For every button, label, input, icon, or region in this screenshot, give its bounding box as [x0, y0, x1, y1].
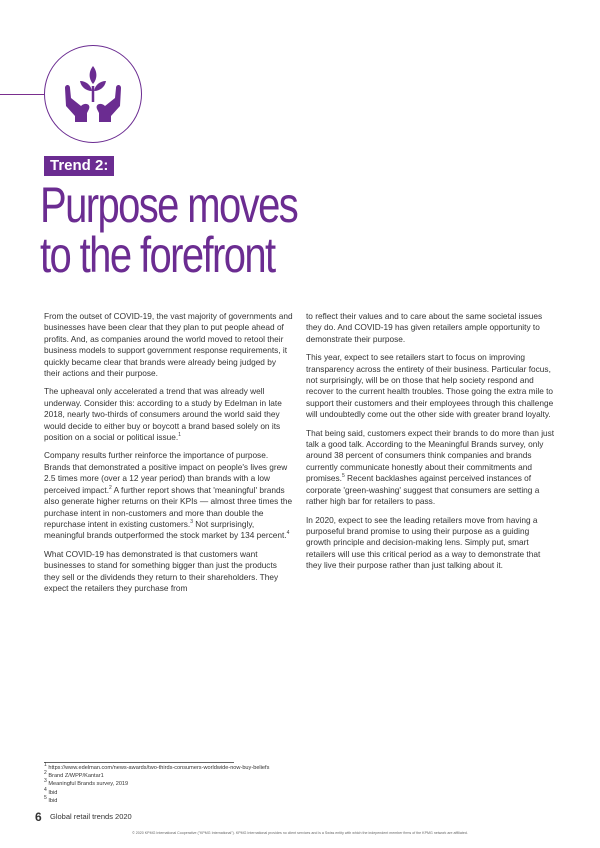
paragraph: From the outset of COVID-19, the vast majority of governments and businesses have been clear that they plan to put people ahead of profits. And, as companies around the world moved to retool their business models to support government response requirements, it quickly became clear that brands were already being judged by their actions and their purpose.	[44, 311, 293, 379]
paragraph: Company results further reinforce the importance of purpose. Brands that demonstrated a positive impact on people's lives grew 2.5 times more (over a 12 year period) than brands with a low perceived impact.$^2$ A further report shows that 'meaningful' brands also generate higher returns on their KPIs — almost three times the purchase intent in non-customers and more than double the repurchase intent in existing customers.$^3$ Not surprisingly, meaningful brands outperformed the stock market by 134 percent.$^4$	[44, 450, 293, 541]
page-number: 6	[35, 810, 42, 824]
right-column	[306, 311, 556, 579]
footnote-ref: 1	[178, 432, 181, 439]
paragraph: What COVID-19 has demonstrated is that customers want businesses to stand for something bigger than just the products they sell or the dividends they return to their shareholders. They expect the retailers they purchase from	[44, 548, 279, 593]
copyright-notice: © 2020 KPMG International Cooperative ("KPMG International"). KPMG International provides no client services and is a Swiss entity with which the independent member firms of the KPMG network are affiliated.	[132, 831, 468, 835]
footnote-ref: 2	[109, 484, 112, 491]
title-line-2: to the forefront	[40, 227, 275, 283]
footnote-link[interactable]: https://www.edelman.com/news-awards/two-thirds-consumers-worldwide-now-buy-beliefs	[48, 765, 270, 771]
footnote-ref: 4	[286, 530, 290, 537]
footnote-ref: 3	[190, 519, 193, 526]
paragraph: In 2020, expect to see the leading retailers move from having a purposeful brand promise to using their purpose as a guiding growth principle and decision-making lens. Simply put, smart retailers will use this critical period as a way to demonstrate that they live their purpose rather than just talking about it.	[306, 514, 541, 571]
footnote-ref: 5	[341, 473, 345, 480]
page-title	[40, 177, 298, 283]
footnote: $^4$ Ibid	[44, 786, 58, 796]
left-column	[44, 311, 294, 601]
footnote: $^2$ Brand Z/WPP/Kantar1	[44, 770, 104, 780]
header-rule	[0, 94, 44, 95]
footnote: $^3$ Meaningful Brands survey, 2019	[44, 778, 129, 788]
document-title: Global retail trends 2020	[50, 812, 132, 821]
trend-icon-circle	[44, 45, 142, 143]
paragraph: That being said, customers expect their brands to do more than just talk a good talk. According to the Meaningful Brands survey, only around 38 percent of consumers think companies and brands currently communicate honestly about their commitments and promises.$^5$ Recent backlashes against perceived instances of corporate 'green-washing' suggest that consumers are setting a rather high bar for retailers to pass.	[306, 427, 555, 507]
footnote-rule	[44, 762, 234, 763]
paragraph: This year, expect to see retailers start to focus on improving transparency across the entirety of their business. Particular focus, not surprisingly, will be on those that help society respond and recover to the current health troubles. Those going the extra mile to support their customers and their employees through this challenge will undoubtedly come out the other side with greater brand loyalty.	[306, 352, 554, 420]
footnote: $^1$ https://www.edelman.com/news-awards/two-thirds-consumers-worldwide-now-buy-beliefs	[44, 762, 270, 771]
hands-plant-icon	[45, 46, 141, 142]
footnotes	[44, 764, 269, 805]
trend-label: Trend 2:	[44, 156, 114, 176]
title-line-1: Purpose moves	[40, 177, 298, 233]
paragraph: to reflect their values and to care about the same societal issues they do. And COVID-19 has given retailers ample opportunity to demonstrate their purpose.	[306, 311, 543, 344]
footnote: $^5$ Ibid	[44, 794, 58, 804]
paragraph: The upheaval only accelerated a trend that was already well underway. Consider this: according to a study by Edelman in late 2018, nearly two-thirds of consumers around the world said they would decide to either buy or boycott a brand based solely on its position on a social or political issue.$^1$	[44, 386, 282, 443]
